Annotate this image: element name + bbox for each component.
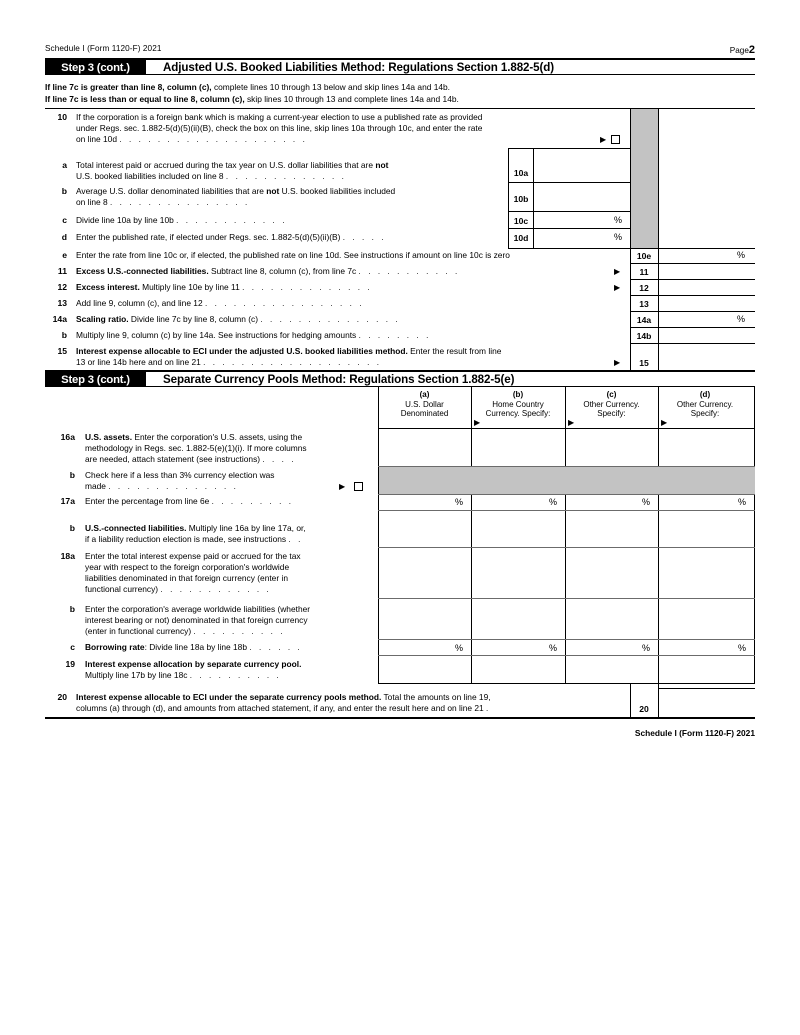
input-17b-col-a[interactable] [379,511,470,546]
leader-dots: . . . . . . . . . . [189,671,282,680]
input-18b-col-c[interactable] [566,599,657,638]
input-18a-col-a[interactable] [379,548,470,597]
leader-dots: . . . . . . . . . . . [358,267,460,276]
line-10a-text-1: Total interest paid or accrued during the tax year on U.S. dollar liabilities that are not [76,160,389,170]
rule-h-10e-bottom [630,263,755,264]
input-19-col-d[interactable] [659,656,753,682]
input-18b-col-b[interactable] [472,599,564,638]
line-10-text-1: If the corporation is a foreign bank which is making a current-year election to use a published rate as provided [76,112,483,122]
line-14b-text: Multiply line 9, column (c) by line 14a. See instructions for hedging amounts . . . . . . . . [76,330,431,340]
instruction-line-1: If line 7c is greater than line 8, column (c), complete lines 10 through 13 below and skip lines 14a and 14b. [45,82,451,92]
percent-sign-18c-b: % [549,643,558,653]
rule-v-10d-mid [533,228,534,248]
line-10d-text: Enter the published rate, if elected under Regs. sec. 1.882-5(d)(5)(ii)(B) . . . . . [76,232,387,242]
input-16a-col-a[interactable] [379,429,470,465]
box-label-10c: 10c [513,216,529,226]
input-17b-col-c[interactable] [566,511,657,546]
step-tag-2: Step 3 (cont.) [45,372,146,387]
input-12[interactable] [658,281,753,294]
input-17b-col-d[interactable] [659,511,753,546]
input-16a-col-b[interactable] [472,429,564,465]
input-11[interactable] [658,265,753,278]
input-18c-col-c[interactable] [566,640,640,654]
step-title: Adjusted U.S. Booked Liabilities Method: Regulations Section 1.882-5(d) [163,61,554,74]
percent-sign-18c-c: % [642,643,651,653]
percent-sign-14a: % [737,314,746,324]
rule-h-13-bottom [630,311,755,312]
line-10b-text-2: on line 8 . . . . . . . . . . . . . . . [76,197,250,207]
line-number-20: 20 [57,692,67,702]
rule-v-15-left [630,343,631,370]
line-number-18b: b [69,604,75,614]
line-number-12: 12 [57,282,67,292]
leader-dots: . [486,704,489,713]
rule-h-page-bottom [45,717,755,719]
line-number-10e: e [62,250,67,260]
box-label-10b: 10b [513,194,529,204]
box-label-14a: 14a [636,315,652,325]
line-17b-text-1: U.S.-connected liabilities. Multiply line 16a by line 17a, or, [85,523,306,533]
leader-dots: . . . . . . . . [358,331,431,340]
rule-v-10e-left [630,248,631,263]
arrow-marker-col-c: ▶ [568,418,575,427]
column-label-d-line1: Other Currency. [676,399,734,409]
input-20[interactable] [658,689,753,716]
input-19-col-c[interactable] [566,656,657,682]
line-13-text: Add line 9, column (c), and line 12 . . . . . . . . . . . . . . . . . [76,298,365,308]
percent-sign-17a-d: % [738,497,747,507]
arrow-marker-line-16b: ▶ [339,482,346,491]
step-tag: Step 3 (cont.) [45,60,146,75]
leader-dots: . . . . [262,455,297,464]
line-19-text-1: Interest expense allocation by separate currency pool. [85,659,302,669]
line-number-18c: c [70,642,75,652]
line-number-14a: 14a [52,314,67,324]
box-label-12: 12 [639,283,649,293]
rule-v-14a-left [630,311,631,327]
rule-h-10a-top [508,148,630,149]
column-label-b-line1: Home Country [492,399,544,409]
line-number-13: 13 [57,298,67,308]
line-number-19: 19 [65,659,75,669]
line-20-text-2: columns (a) through (d), and amounts from attached statement, if any, and enter the result here and on line 21 . [76,703,489,713]
input-16a-col-c[interactable] [566,429,657,465]
line-18c-text: Borrowing rate: Divide line 18a by line 18b . . . . . . [85,642,303,652]
line-18b-text-2: interest bearing or not) denominated in that foreign currency [85,615,308,625]
rule-h-10a-bottom [508,182,630,183]
rule-h-19-bottom [378,683,755,684]
line-18a-text-4: functional currency) . . . . . . . . . . . . [85,584,272,594]
arrow-marker-col-b: ▶ [474,418,481,427]
form-identifier: Schedule I (Form 1120-F) 2021 [45,44,162,53]
column-header-a [378,390,471,419]
step-banner-adjusted-liabilities [45,58,755,75]
line-15-text-1: Interest expense allocable to ECI under the adjusted U.S. booked liabilities method. Enter the result from line [76,346,502,356]
line-10c-text: Divide line 10a by line 10b . . . . . . . . . . . . [76,215,288,225]
column-label-b-line2: Currency. Specify: [485,409,551,419]
line-10e-text: Enter the rate from line 10c or, if elected, the published rate on line 10d. See instructions if amount on line 10c is zero [76,250,510,260]
leader-dots: . . . . . . . . . [211,497,294,506]
line-number-17b: b [69,523,75,533]
input-17a-col-b[interactable] [472,495,547,509]
column-header-c [565,390,658,419]
line-number-11: 11 [57,266,67,276]
input-18b-col-d[interactable] [659,599,753,638]
leader-dots: . . . . . . [249,643,303,652]
line-20-text-1: Interest expense allocable to ECI under the separate currency pools method. Total the amounts on line 19, [76,692,491,702]
box-label-15: 15 [639,358,649,368]
line-18a-text-2: year with respect to the foreign corporation's worldwide [85,562,290,572]
step-title-2: Separate Currency Pools Method: Regulations Section 1.882-5(e) [163,373,515,386]
arrow-marker-line-10: ▶ [600,135,607,144]
leader-dots: . . . . . . . . . . . . . . . [260,315,401,324]
line-number-15: 15 [57,346,67,356]
box-label-10a: 10a [513,168,529,178]
rule-v-10a-mid [533,148,534,182]
line-12-text: Excess interest. Multiply line 10e by line 11 . . . . . . . . . . . . . . [76,282,373,292]
rule-v-upper-left [630,109,631,248]
page-indicator: Page2 [729,44,755,56]
rule-v-10b-left [508,182,509,211]
line-10-text-2: under Regs. sec. 1.882-5(d)(5)(ii)(B), check the box on this line, skip lines 10a through 10c, and enter the rate [76,123,483,133]
arrow-marker-line-12: ▶ [614,283,621,292]
rule-h-12-bottom [630,295,755,296]
line-number-10d: d [61,232,67,242]
input-19-col-a[interactable] [379,656,470,682]
column-letter-d: (d) [699,390,711,399]
input-17a-col-c[interactable] [566,495,640,509]
footer-identifier: Schedule I (Form 1120-F) 2021 [634,728,755,738]
line-number-18a: 18a [60,551,75,561]
line-17a-text: Enter the percentage from line 6e . . . . . . . . . [85,496,294,506]
input-17a-col-d[interactable] [659,495,736,509]
leader-dots: . . . . . . . . . . . . . . . . . [204,299,365,308]
column-header-b [471,390,565,419]
leader-dots: . . . . . . . . . . [193,627,286,636]
input-19-col-b[interactable] [472,656,564,682]
line-17b-text-2: if a liability reduction election is made, see instructions . . [85,534,303,544]
box-label-13: 13 [639,299,649,309]
column-letter-b: (b) [512,390,524,399]
line-number-14b: b [61,330,67,340]
column-label-c-line1: Other Currency. [583,399,640,409]
shaded-region-16b [379,467,755,494]
rule-h-10b-bottom [508,211,630,212]
rule-v-12-left [630,279,631,295]
leader-dots: . . . . . . . . . . . . [176,216,288,225]
input-17b-col-b[interactable] [472,511,564,546]
rule-v-10a-left [508,148,509,182]
line-18b-text-1: Enter the corporation's average worldwide liabilities (whether [85,604,311,614]
line-11-text: Excess U.S.-connected liabilities. Subtract line 8, column (c), from line 7c . . . . . . . . . . . [76,266,460,276]
line-10b-text-1: Average U.S. dollar denominated liabilities that are not U.S. booked liabilities included [76,186,396,196]
rule-h-10e-top [658,248,755,249]
line-number-16a: 16a [60,432,75,442]
step-banner-separate-currency-pools [45,370,755,387]
rule-v-11-left [630,263,631,279]
input-14a[interactable] [658,313,736,326]
rule-h-14b-bottom [630,343,755,344]
percent-sign-18c-d: % [738,643,747,653]
rule-v-14b-left [630,327,631,343]
input-13[interactable] [658,297,753,310]
line-16a-text-1: U.S. assets. Enter the corporation's U.S. assets, using the [85,432,303,442]
line-number-10c: c [62,215,67,225]
box-label-10d: 10d [513,233,529,243]
column-label-c-line2: Specify: [597,409,626,419]
arrow-marker-col-d: ▶ [661,418,668,427]
shaded-region-upper [630,109,658,248]
box-label-10e: 10e [636,251,652,261]
line-10a-text-2: U.S. booked liabilities included on line 8 . . . . . . . . . . . . . [76,171,347,181]
rule-v-13-left [630,295,631,311]
percent-sign-10c: % [614,215,623,225]
instruction-line-2: If line 7c is less than or equal to line 8, column (c), skip lines 10 through 13 and complete lines 14a and 14b. [45,94,459,104]
line-16b-text-1: Check here if a less than 3% currency election was [85,470,275,480]
input-18c-col-d[interactable] [659,640,736,654]
percent-sign-10e: % [737,250,746,260]
percent-sign-10d: % [614,232,623,242]
input-16a-col-d[interactable] [659,429,753,465]
leader-dots: . . [288,535,303,544]
column-header-d [658,390,752,419]
rule-v-10b-mid [533,182,534,211]
line-19-text-2: Multiply line 17b by line 18c . . . . . . . . . . [85,670,282,680]
line-number-17a: 17a [60,496,75,506]
rule-v-upper-right [658,109,659,248]
rule-v-20-left [630,683,631,717]
rule-h-10c-bottom [508,228,630,229]
line-16b-text-2: made . . . . . . . . . . . . . . [85,481,239,491]
input-14b[interactable] [658,329,753,342]
arrow-marker-line-15: ▶ [614,358,621,367]
input-10e[interactable] [658,250,753,262]
column-label-a-line1: U.S. Dollar [405,399,444,409]
leader-dots: . . . . . . . . . . . . . . . . . . . . [119,135,308,144]
percent-sign-17a-b: % [549,497,558,507]
line-number-16b: b [69,470,75,480]
line-15-text-2: 13 or line 14b here and on line 21 . . . . . . . . . . . . . . . . . . . [76,357,382,367]
leader-dots: . . . . . . . . . . . . . [225,172,347,181]
column-letter-c: (c) [606,390,617,399]
line-18a-text-1: Enter the total interest expense paid or accrued for the tax [85,551,301,561]
column-label-d-line2: Specify: [690,409,720,419]
page-meta [45,44,755,58]
checkbox-line-16b[interactable] [354,482,363,491]
box-label-14b: 14b [636,331,652,341]
line-10-text-3: on line 10d . . . . . . . . . . . . . . . . . . . . [76,134,308,144]
leader-dots: . . . . . . . . . . . . . . [108,482,239,491]
percent-sign-17a-c: % [642,497,651,507]
line-number-10b: b [61,186,67,196]
line-number-10: 10 [57,112,67,122]
box-label-20: 20 [639,704,649,714]
rule-v-10c-mid [533,211,534,228]
percent-sign-17a-a: % [455,497,464,507]
box-label-11: 11 [639,267,649,277]
leader-dots: . . . . . . . . . . . . [160,585,272,594]
input-18a-col-c[interactable] [566,548,657,597]
rule-v-10c-left [508,211,509,228]
rule-v-10d-left [508,228,509,248]
input-18a-col-b[interactable] [472,548,564,597]
line-14a-text: Scaling ratio. Divide line 7c by line 8, column (c) . . . . . . . . . . . . . . . [76,314,401,324]
line-18a-text-3: liabilities denominated in that foreign currency (enter in [85,573,288,583]
input-18b-col-a[interactable] [379,599,470,638]
leader-dots: . . . . . . . . . . . . . . [242,283,373,292]
percent-sign-18c-a: % [455,643,464,653]
line-16a-text-3: are needed, attach statement (see instructions) . . . . [85,454,297,464]
column-label-a-line2: Denominated [400,409,449,419]
rule-h-11-bottom [630,279,755,280]
line-number-10a: a [62,160,67,170]
input-17a-col-a[interactable] [379,495,453,509]
rule-h-14a-bottom [630,327,755,328]
input-18c-col-b[interactable] [472,640,547,654]
line-18b-text-3: (enter in functional currency) . . . . . . . . . . [85,626,286,636]
leader-dots: . . . . . . . . . . . . . . . [110,198,250,207]
leader-dots: . . . . . . . . . . . . . . . . . . . [203,358,382,367]
input-15[interactable] [658,345,753,369]
input-18a-col-d[interactable] [659,548,753,597]
checkbox-line-10[interactable] [611,135,620,144]
input-18c-col-a[interactable] [379,640,453,654]
column-letter-a: (a) [419,390,430,399]
arrow-marker-line-11: ▶ [614,267,621,276]
leader-dots: . . . . . [342,233,387,242]
line-16a-text-2: methodology in Regs. sec. 1.882-5(e)(1)(i). If more columns [85,443,307,453]
